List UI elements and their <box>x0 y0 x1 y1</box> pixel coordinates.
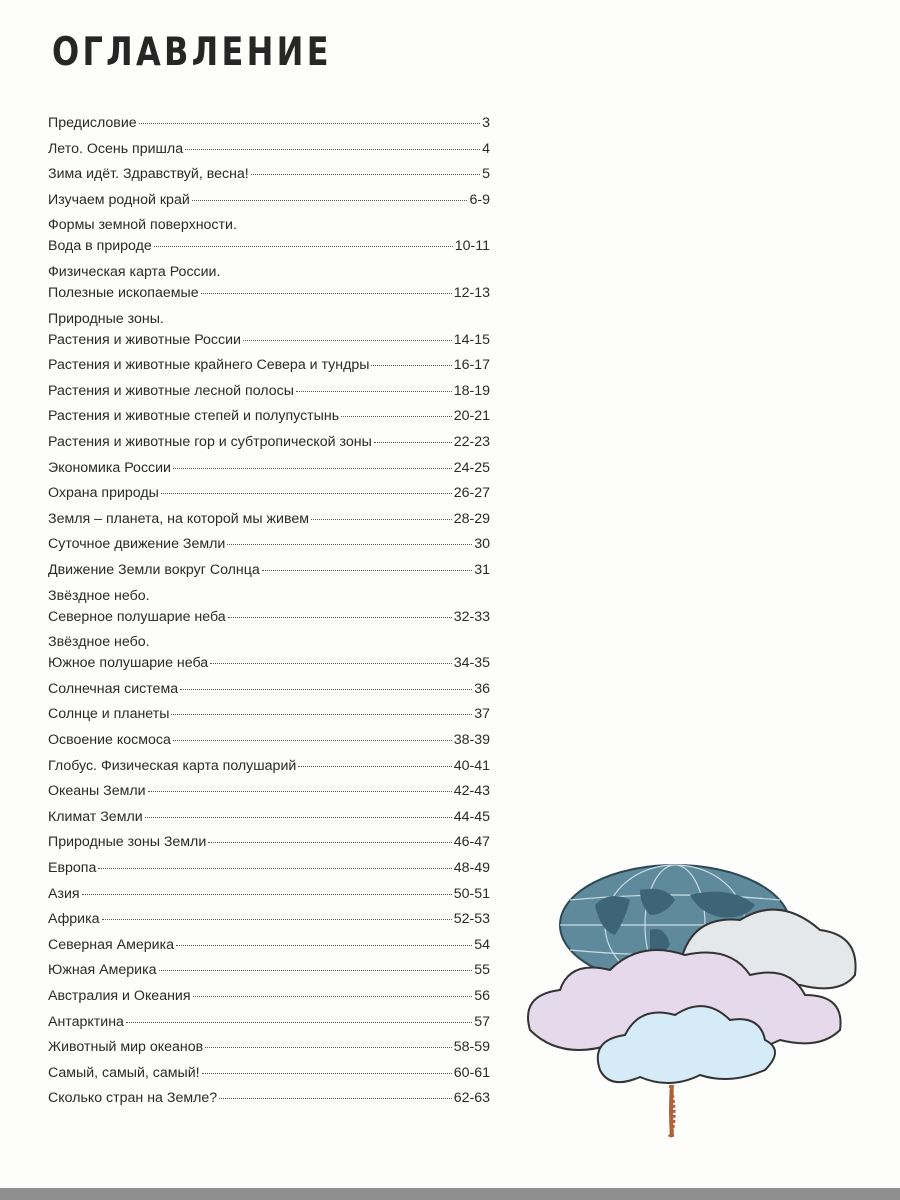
globe-balloon-in-clouds-icon <box>500 845 870 1145</box>
toc-entry-title: Европа <box>48 860 97 876</box>
toc-entry-page-number: 56 <box>474 988 490 1004</box>
dot-leader <box>139 123 480 124</box>
toc-row <box>48 680 490 698</box>
toc-entry-title: Австралия и Океания <box>48 988 191 1004</box>
toc-row <box>48 936 490 954</box>
toc-entry-page-number: 32-33 <box>453 608 490 625</box>
toc-entry-title: Изучаем родной край <box>48 191 190 208</box>
dot-leader <box>227 544 472 545</box>
toc-entry-page-number: 22-23 <box>453 434 490 450</box>
dot-leader <box>185 149 480 150</box>
toc-entry-page-number: 52-53 <box>453 911 490 928</box>
toc-row <box>48 1089 490 1107</box>
toc-entry-heading-line: Природные зоны. <box>48 310 164 327</box>
toc-row <box>48 331 490 349</box>
toc-entry-page-number: 20-21 <box>453 408 490 425</box>
dot-leader <box>159 970 473 971</box>
toc-entry-title: Охрана природы <box>48 485 159 502</box>
toc-entry-heading-line: Формы земной поверхности. <box>48 217 237 234</box>
toc-entry-page-number: 48-49 <box>453 860 490 876</box>
dot-leader <box>251 174 480 175</box>
toc-entry-title: Животный мир океанов <box>48 1039 204 1056</box>
toc-row <box>48 484 490 502</box>
dot-leader <box>208 842 451 843</box>
toc-entry-title: Северная Америка <box>48 936 174 953</box>
toc-row <box>48 407 490 425</box>
toc-entry-page-number: 14-15 <box>453 331 490 348</box>
toc-entry-title: Южное полушарие неба <box>48 655 209 672</box>
toc-row <box>48 705 490 723</box>
dot-leader <box>193 996 473 997</box>
toc-entry-title: Северное полушарие неба <box>48 608 226 625</box>
toc-entry-heading-line: Звёздное небо. <box>48 634 150 651</box>
toc-entry-page-number: 28-29 <box>453 510 490 527</box>
toc-entry-page-number: 57 <box>474 1013 490 1030</box>
dot-leader <box>371 365 451 366</box>
toc-entry-page-number: 26-27 <box>453 485 490 502</box>
toc-entry-title: Природные зоны Земли <box>48 834 207 851</box>
toc-row <box>48 510 490 528</box>
toc-row <box>48 237 490 255</box>
toc-entry-page-number: 36 <box>474 680 490 697</box>
dot-leader <box>219 1098 452 1099</box>
toc-row <box>48 885 490 903</box>
toc-entry-page-number: 12-13 <box>453 285 490 301</box>
dot-leader <box>126 1022 472 1023</box>
toc-entry-title: Суточное движение Земли <box>48 536 226 553</box>
toc-entry-page-number: 6-9 <box>469 191 490 208</box>
toc-row <box>48 654 490 672</box>
toc-entry-title: Растения и животные степей и полупустынь <box>48 408 340 425</box>
toc-entry-page-number: 18-19 <box>453 382 490 399</box>
toc-entry-page-number: 34-35 <box>453 655 490 672</box>
toc-entry-title: Полезные ископаемые <box>48 285 199 301</box>
toc-entry-page-number: 10-11 <box>454 238 490 255</box>
dot-leader <box>374 442 452 443</box>
toc-entry-title: Растения и животные России <box>48 331 241 348</box>
toc-entry-page-number: 50-51 <box>453 885 490 902</box>
dot-leader <box>173 740 452 741</box>
toc-row <box>48 757 490 775</box>
toc-entry-title: Сколько стран на Земле? <box>48 1090 218 1107</box>
toc-entry-page-number: 37 <box>474 706 490 723</box>
toc-row <box>48 910 490 928</box>
toc-entry-title: Зима идёт. Здравствуй, весна! <box>48 166 249 183</box>
toc-entry-title: Предисловие <box>48 115 137 131</box>
toc-entry-page-number: 40-41 <box>453 757 490 774</box>
page-title: ОГЛАВЛЕНИЕ <box>52 30 332 75</box>
toc-row <box>48 1013 490 1031</box>
dot-leader <box>341 416 452 417</box>
toc-entry-title: Движение Земли вокруг Солнца <box>48 562 260 578</box>
toc-row <box>48 961 490 979</box>
toc-row <box>48 535 490 553</box>
toc-entry-page-number: 58-59 <box>453 1039 490 1056</box>
dot-leader <box>201 293 452 294</box>
toc-entry-page-number: 5 <box>482 166 490 183</box>
dot-leader <box>161 493 452 494</box>
toc-row <box>48 356 490 374</box>
toc-row <box>48 561 490 579</box>
dot-leader <box>154 246 453 247</box>
toc-row <box>48 608 490 626</box>
toc-row <box>48 808 490 826</box>
toc-row <box>48 165 490 183</box>
dot-leader <box>298 766 451 767</box>
dot-leader <box>210 663 452 664</box>
toc-entry-page-number: 42-43 <box>453 783 490 800</box>
toc-entry-page-number: 31 <box>474 562 490 578</box>
toc-row <box>48 859 490 877</box>
toc-row <box>48 731 490 749</box>
toc-entry-title: Растения и животные лесной полосы <box>48 382 294 399</box>
toc-row <box>48 833 490 851</box>
toc-row <box>48 140 490 158</box>
toc-entry-page-number: 30 <box>474 536 490 553</box>
dot-leader <box>82 894 452 895</box>
toc-entry-title: Экономика России <box>48 459 171 476</box>
dot-leader <box>176 945 472 946</box>
toc-entry-page-number: 24-25 <box>453 459 490 476</box>
dot-leader <box>145 817 452 818</box>
toc-entry-title: Южная Америка <box>48 962 157 979</box>
toc-entry-title: Самый, самый, самый! <box>48 1064 200 1081</box>
toc-entry-title: Климат Земли <box>48 808 143 825</box>
dot-leader <box>192 200 468 201</box>
dot-leader <box>262 570 472 571</box>
toc-entry-page-number: 55 <box>474 962 490 979</box>
toc-row <box>48 782 490 800</box>
toc-entry-page-number: 4 <box>482 140 490 157</box>
toc-entry-title: Солнечная система <box>48 680 179 697</box>
dot-leader <box>148 791 452 792</box>
toc-row <box>48 191 490 209</box>
dot-leader <box>243 340 452 341</box>
toc-entry-title: Освоение космоса <box>48 732 171 748</box>
toc-entry-page-number: 44-45 <box>453 808 490 825</box>
toc-row <box>48 284 490 302</box>
dot-leader <box>171 714 472 715</box>
toc-entry-title: Растения и животные гор и субтропической зоны <box>48 434 372 450</box>
toc-entry-page-number: 3 <box>482 115 490 131</box>
toc-row <box>48 1038 490 1056</box>
toc-entry-title: Растения и животные крайнего Севера и тундры <box>48 357 370 374</box>
toc-entry-page-number: 54 <box>474 936 490 953</box>
dot-leader <box>296 391 452 392</box>
toc-entry-title: Океаны Земли <box>48 783 146 800</box>
dot-leader <box>311 519 452 520</box>
dot-leader <box>228 617 452 618</box>
dot-leader <box>98 868 451 869</box>
dot-leader <box>180 689 472 690</box>
toc-entry-title: Азия <box>48 885 80 902</box>
toc-entry-title: Африка <box>48 911 100 928</box>
toc-entry-page-number: 16-17 <box>453 357 490 374</box>
toc-entry-page-number: 62-63 <box>453 1090 490 1107</box>
dot-leader <box>205 1047 452 1048</box>
toc-entry-heading-line: Звёздное небо. <box>48 587 150 604</box>
toc-row <box>48 433 490 451</box>
toc-entry-title: Антарктина <box>48 1013 124 1030</box>
toc-entry-title: Вода в природе <box>48 238 152 255</box>
toc-entry-title: Лето. Осень пришла <box>48 140 184 157</box>
dot-leader <box>202 1073 452 1074</box>
toc-entry-page-number: 60-61 <box>453 1064 490 1081</box>
toc-row <box>48 114 490 132</box>
toc-entry-heading-line: Физическая карта России. <box>48 264 221 280</box>
toc-entry-page-number: 38-39 <box>453 732 490 748</box>
dot-leader <box>102 919 452 920</box>
toc-row <box>48 382 490 400</box>
toc-entry-title: Солнце и планеты <box>48 706 170 723</box>
dot-leader <box>173 468 452 469</box>
toc-entry-title: Глобус. Физическая карта полушарий <box>48 757 297 774</box>
bottom-scan-edge <box>0 1188 900 1200</box>
toc-entry-title: Земля – планета, на которой мы живем <box>48 510 309 527</box>
toc-row <box>48 987 490 1005</box>
toc-entry-page-number: 46-47 <box>453 834 490 851</box>
toc-row <box>48 459 490 477</box>
toc-row <box>48 1064 490 1082</box>
